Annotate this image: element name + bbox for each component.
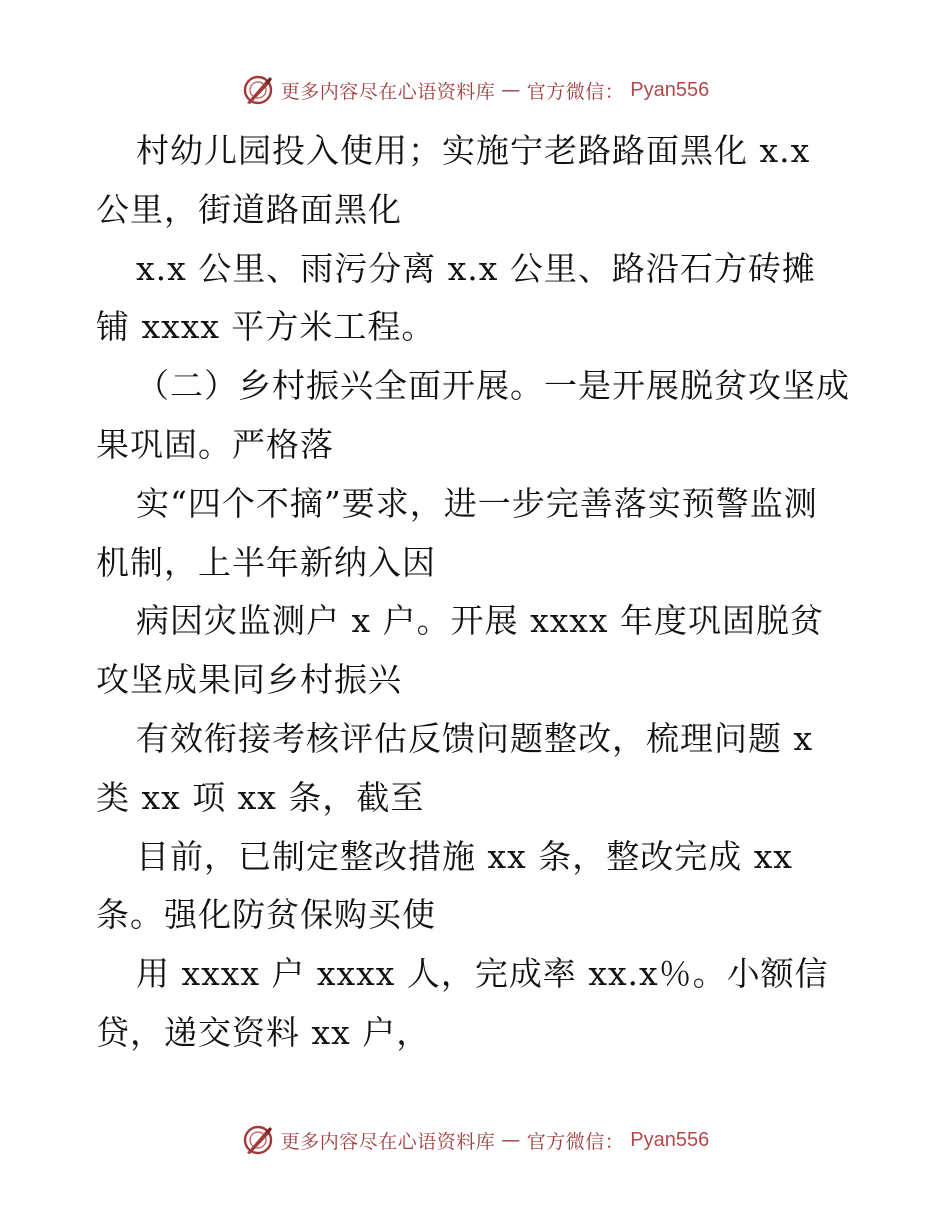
body-line: 机制，上半年新纳入因 bbox=[96, 542, 436, 582]
watermark-contact-text: 官方微信： bbox=[526, 80, 625, 103]
body-line: 铺 xxxx 平方米工程。 bbox=[96, 307, 436, 347]
body-line: 攻坚成果同乡村振兴 bbox=[96, 660, 402, 700]
body-line: 实“四个不摘”要求，进一步完善落实预警监测 bbox=[136, 483, 818, 523]
body-line: 果巩固。严格落 bbox=[96, 424, 334, 464]
header-watermark bbox=[0, 70, 950, 110]
body-line: 贷，递交资料 xx 户， bbox=[96, 1012, 431, 1052]
watermark-handle: Pyan556 bbox=[630, 1128, 710, 1151]
body-line: 公里，街道路面黑化 bbox=[96, 189, 402, 229]
watermark-separator: — bbox=[501, 1129, 521, 1151]
footer-watermark bbox=[0, 1120, 950, 1160]
body-line: 用 xxxx 户 xxxx 人，完成率 xx.x％。小额信 bbox=[136, 954, 829, 994]
body-line: 有效衔接考核评估反馈问题整改，梳理问题 x bbox=[136, 718, 814, 758]
watermark-separator: — bbox=[501, 79, 521, 101]
quill-pen-icon bbox=[241, 73, 275, 107]
watermark-contact-text: 官方微信： bbox=[526, 1130, 625, 1153]
watermark-site-text: 更多内容尽在心语资料库 bbox=[280, 1130, 496, 1153]
body-line: x.x 公里、雨污分离 x.x 公里、路沿石方砖摊 bbox=[136, 248, 816, 288]
document-body bbox=[96, 122, 856, 1063]
watermark-site-text: 更多内容尽在心语资料库 bbox=[280, 80, 496, 103]
body-line: 村幼儿园投入使用；实施宁老路路面黑化 x.x bbox=[136, 131, 811, 170]
section-heading-line: （二）乡村振兴全面开展。一是开展脱贫攻坚成 bbox=[136, 366, 850, 406]
body-line: 目前，已制定整改措施 xx 条，整改完成 xx bbox=[136, 836, 793, 876]
body-line: 条。强化防贫保购买使 bbox=[96, 895, 436, 935]
watermark-handle: Pyan556 bbox=[630, 78, 710, 101]
quill-pen-icon bbox=[241, 1123, 275, 1157]
body-line: 病因灾监测户 x 户。开展 xxxx 年度巩固脱贫 bbox=[136, 601, 825, 641]
body-line: 类 xx 项 xx 条，截至 bbox=[96, 777, 425, 817]
